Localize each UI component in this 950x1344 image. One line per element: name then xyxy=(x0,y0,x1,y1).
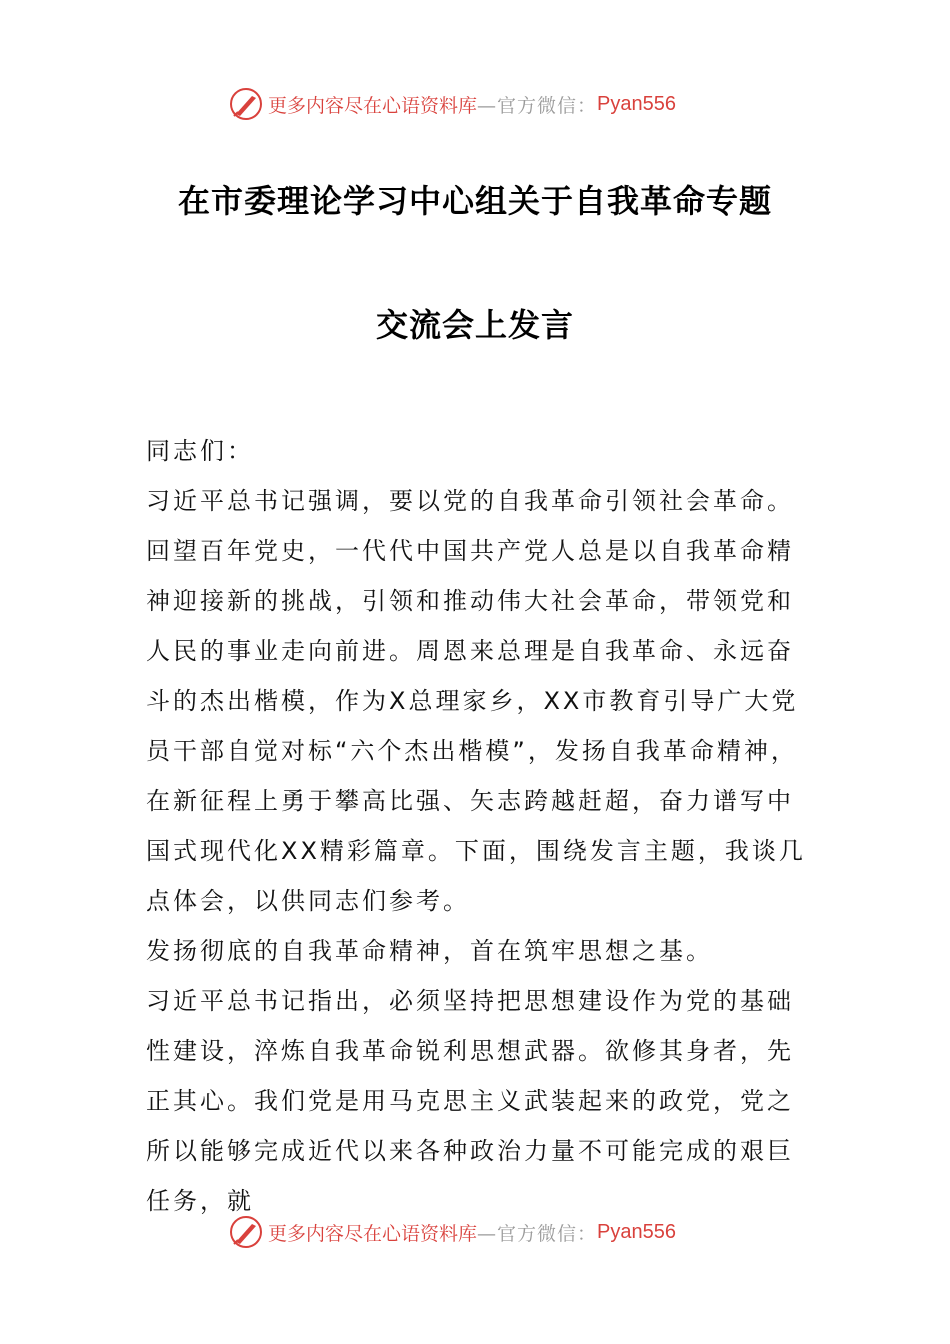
watermark-site-text: 更多内容尽在心语资料库 xyxy=(268,94,478,117)
watermark-wechat-id: Pyan556 xyxy=(597,1220,676,1243)
paragraph: 习近平总书记强调，要以党的自我革命引领社会革命。回望百年党史，一代代中国共产党人总是以自我革命精神迎接新的挑战，引领和推动伟大社会革命，带领党和人民的事业走向前进。周恩来总理是自我革命、永远奋斗的杰出楷模，作为X总理家乡，XX市教育引导广大党员干部自觉对标“六个杰出楷模”，发扬自我革命精神，在新征程上勇于攀高比强、矢志跨越赶超，奋力谱写中国式现代化XX精彩篇章。下面，围绕发言主题，我谈几点体会，以供同志们参考。 xyxy=(146,487,806,915)
paragraph: 习近平总书记指出，必须坚持把思想建设作为党的基础性建设，淬炼自我革命锐利思想武器。欲修其身者，先正其心。我们党是用马克思主义武装起来的政党，党之所以能够完成近代以来各种政治力量不可能完成的艰巨任务，就 xyxy=(146,987,794,1215)
document-title-line-1: 在市委理论学习中心组关于自我革命专题 xyxy=(177,182,772,220)
watermark-header xyxy=(228,84,676,124)
paragraph-salutation: 同志们： xyxy=(146,437,254,465)
document-title-line-2: 交流会上发言 xyxy=(375,306,574,344)
watermark-footer xyxy=(228,1212,676,1252)
quill-pen-logo-icon xyxy=(228,86,264,122)
paragraph-heading: 发扬彻底的自我革命精神，首在筑牢思想之基。 xyxy=(146,937,713,965)
document-body xyxy=(146,426,810,1226)
watermark-official-text: —官方微信： xyxy=(477,1222,598,1245)
watermark-site-text: 更多内容尽在心语资料库 xyxy=(268,1222,478,1245)
quill-pen-logo-icon xyxy=(228,1214,264,1250)
watermark-official-text: —官方微信： xyxy=(477,94,598,117)
watermark-wechat-id: Pyan556 xyxy=(597,92,676,115)
